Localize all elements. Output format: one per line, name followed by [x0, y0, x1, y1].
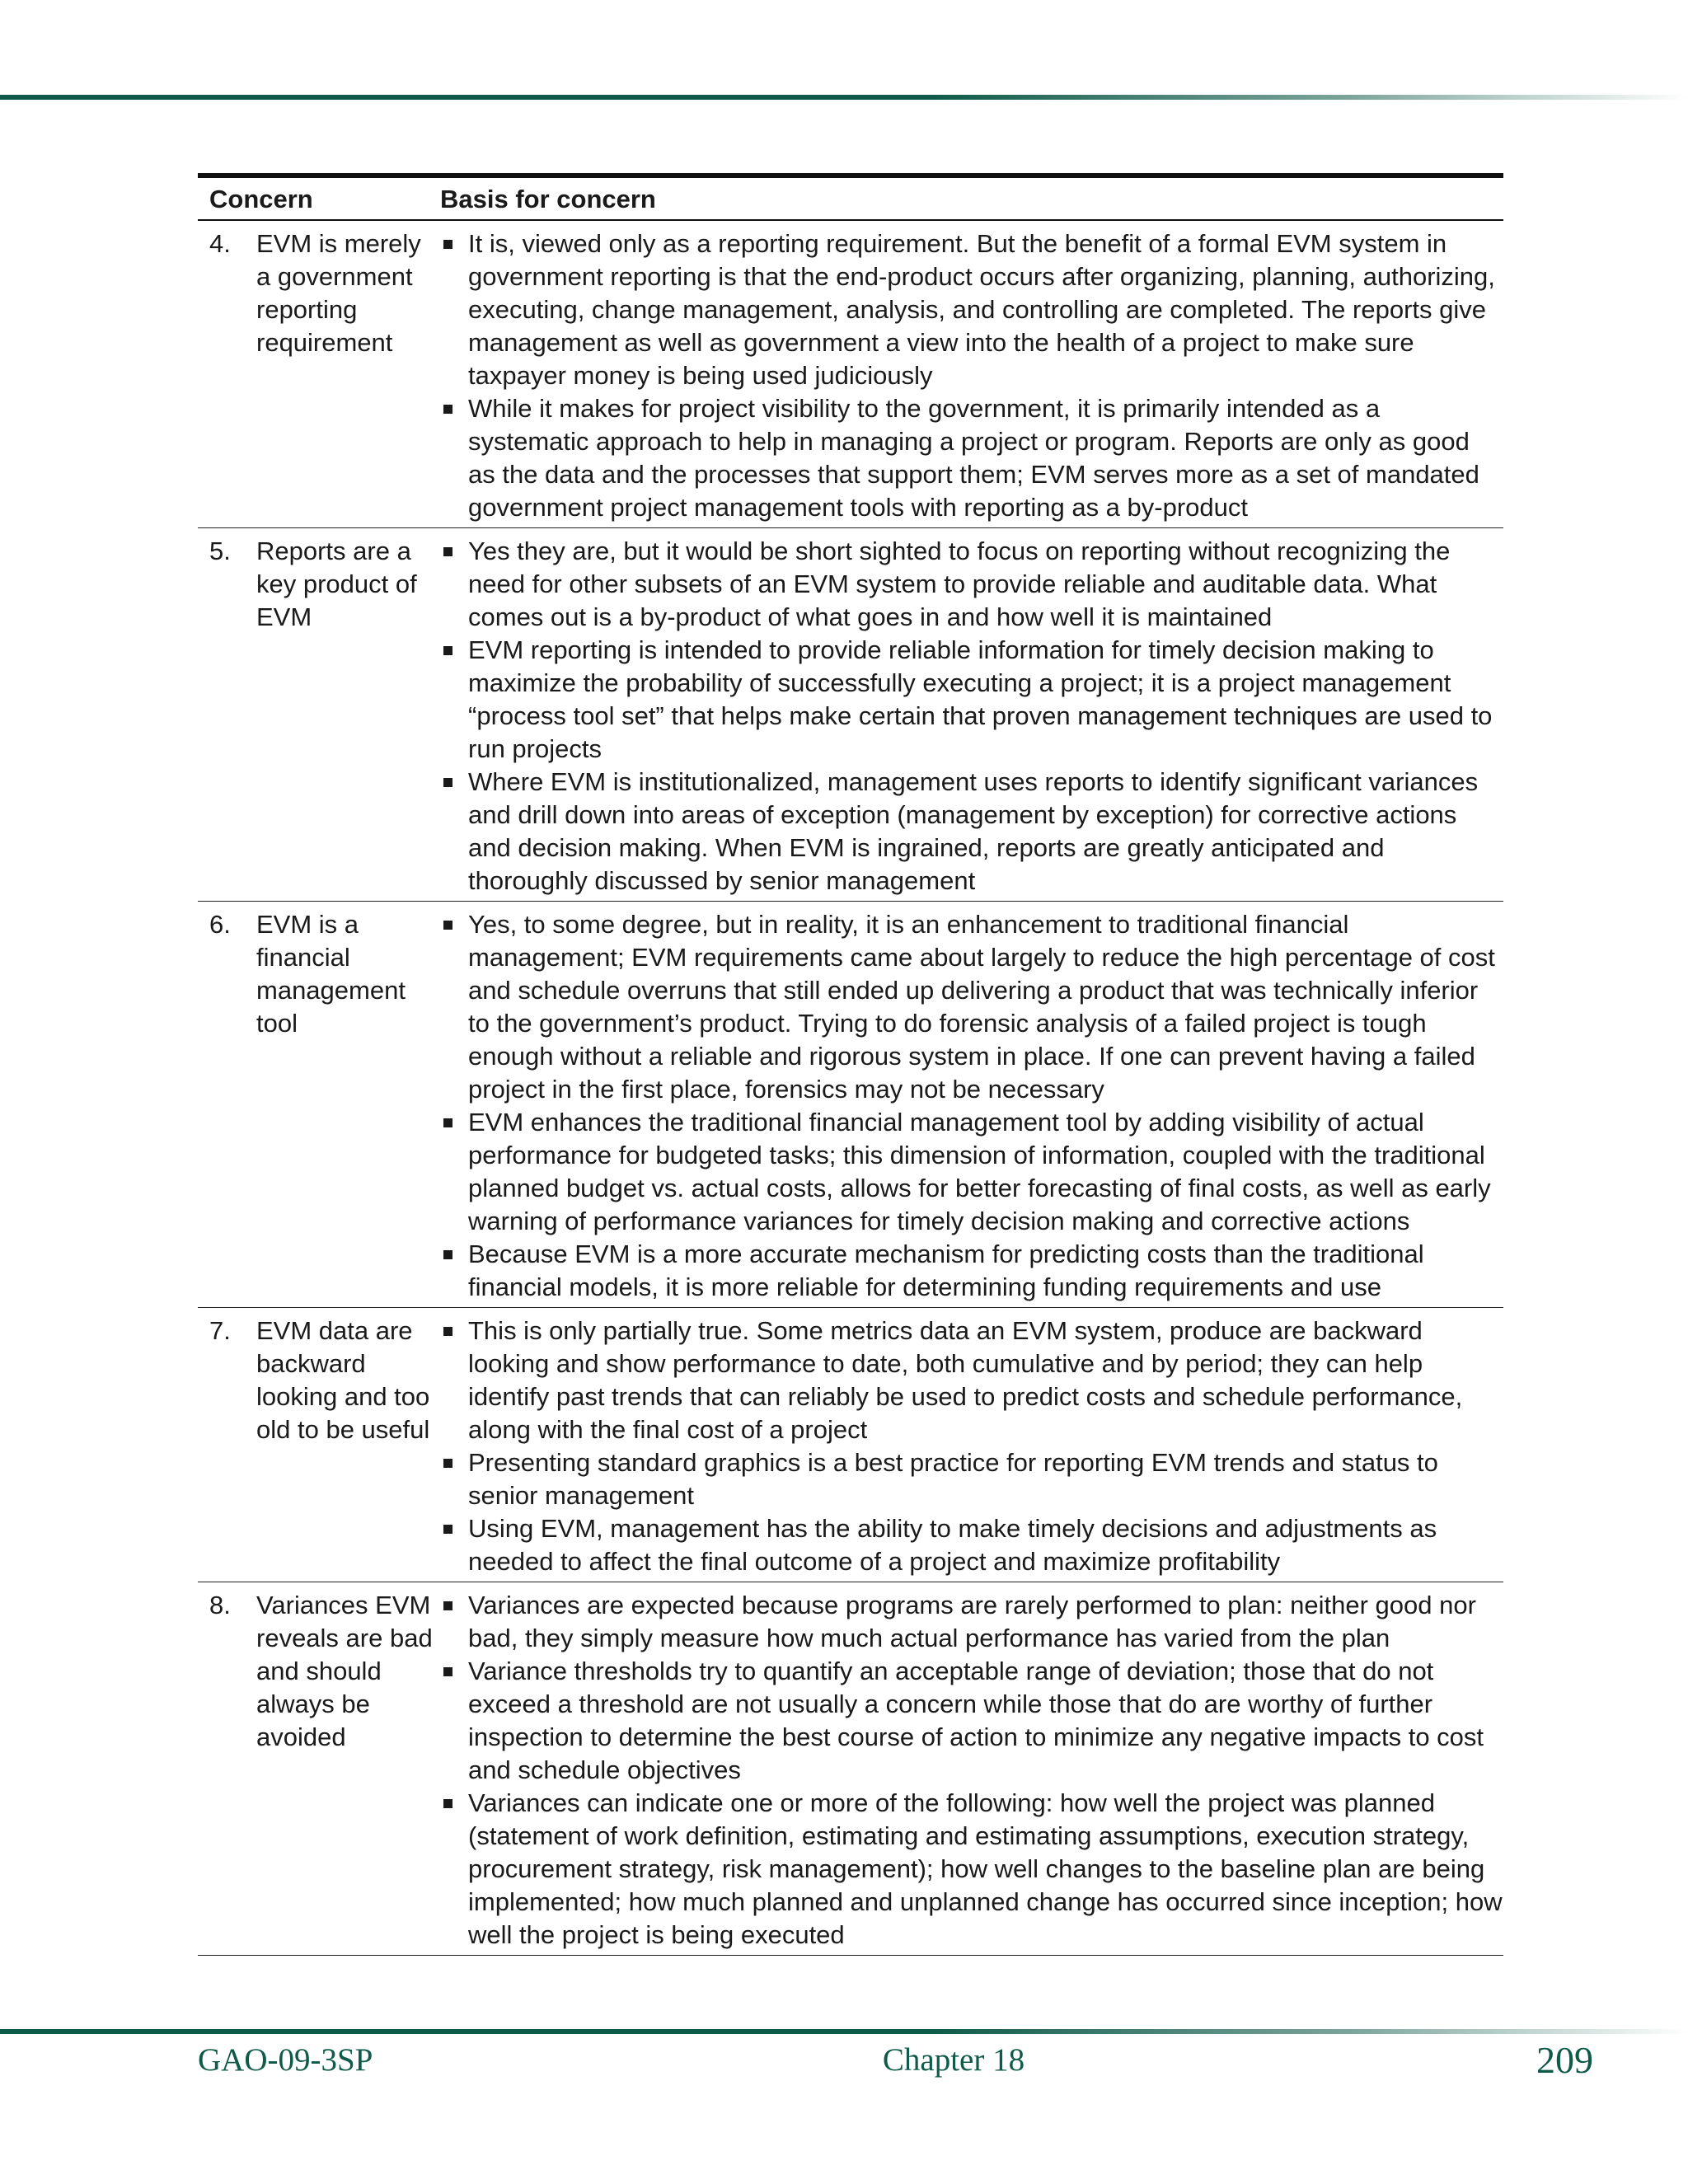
- square-bullet-icon: [443, 1667, 452, 1676]
- basis-bullet-text: Variances are expected because programs are rarely performed to plan: neither good nor bad, they simply measure how much actual performance has varied from the plan: [468, 1591, 1476, 1652]
- concern-text: Reports are a key product of EVM: [256, 537, 417, 631]
- basis-bullet: [440, 1655, 1503, 1787]
- basis-bullet: [440, 1512, 1503, 1578]
- concern-text: Variances EVM reveals are bad and should always be avoided: [256, 1591, 433, 1751]
- basis-cell: [440, 220, 1503, 528]
- header-basis: Basis for concern: [440, 176, 1503, 220]
- basis-list: [440, 1589, 1503, 1952]
- concern-cell: [198, 902, 440, 1308]
- basis-list: [440, 908, 1503, 1304]
- square-bullet-icon: [443, 1250, 452, 1259]
- header-concern: Concern: [198, 176, 440, 220]
- basis-bullet-text: This is only partially true. Some metrics data an EVM system, produce are backward looking and show performance to date, both cumulative and by period; they can help identify past trends that can reliably be used to predict costs and schedule performance, along with the final cost of a project: [468, 1316, 1463, 1444]
- square-bullet-icon: [443, 1601, 452, 1610]
- top-rule: [0, 95, 1688, 100]
- square-bullet-icon: [443, 921, 452, 930]
- basis-bullet-text: Using EVM, management has the ability to make timely decisions and adjustments as needed to affect the final outcome of a project and maximize profitability: [468, 1514, 1437, 1576]
- basis-bullet-text: Yes, to some degree, but in reality, it is an enhancement to traditional financial management; EVM requirements came about largely to reduce the high percentage of cost and schedule overruns that still ended up delivering a product that was technically inferior to the government’s product. Trying to do forensic analysis of a failed project is tough enough without a reliable and rigorous system in place. If one can prevent having a failed project in the first place, forensics may not be necessary: [468, 910, 1495, 1104]
- basis-list: [440, 1315, 1503, 1578]
- square-bullet-icon: [443, 778, 452, 787]
- basis-cell: [440, 528, 1503, 902]
- square-bullet-icon: [443, 1118, 452, 1127]
- square-bullet-icon: [443, 405, 452, 414]
- concern-number: 4.: [209, 229, 231, 258]
- concern-number: 5.: [209, 537, 231, 565]
- concern-cell: [198, 528, 440, 902]
- basis-cell: [440, 1582, 1503, 1956]
- table-row: [198, 902, 1503, 1308]
- basis-list: [440, 535, 1503, 898]
- basis-bullet: [440, 908, 1503, 1106]
- basis-bullet-text: Variances can indicate one or more of the following: how well the project was planned (statement of work definition, estimating and estimating assumptions, execution strategy, procurement strategy, risk management); how well changes to the baseline plan are being implemented; how much planned and unplanned change has occurred since inception; how well the project is being executed: [468, 1788, 1503, 1949]
- footer-chapter: Chapter 18: [882, 2042, 1025, 2078]
- basis-cell: [440, 902, 1503, 1308]
- basis-cell: [440, 1308, 1503, 1582]
- square-bullet-icon: [443, 1799, 452, 1808]
- basis-list: [440, 227, 1503, 524]
- basis-bullet: [440, 227, 1503, 392]
- basis-bullet: [440, 535, 1503, 634]
- table-row: [198, 528, 1503, 902]
- basis-bullet: [440, 1106, 1503, 1238]
- basis-bullet: [440, 392, 1503, 524]
- basis-bullet: [440, 1238, 1503, 1304]
- concern-text: EVM data are backward looking and too old to be useful: [256, 1316, 430, 1444]
- square-bullet-icon: [443, 547, 452, 556]
- basis-bullet-text: Yes they are, but it would be short sighted to focus on reporting without recognizing the need for other subsets of an EVM system to provide reliable and auditable data. What comes out is a by-product of what goes in and how well it is maintained: [468, 537, 1451, 631]
- concerns-table-container: [198, 173, 1503, 1956]
- basis-bullet-text: Because EVM is a more accurate mechanism for predicting costs than the traditional financial models, it is more reliable for determining funding requirements and use: [468, 1240, 1424, 1301]
- page-number: 209: [1536, 2039, 1593, 2081]
- basis-bullet: [440, 1787, 1503, 1952]
- square-bullet-icon: [443, 1459, 452, 1468]
- concern-text: EVM is a financial management tool: [256, 910, 406, 1038]
- basis-bullet: [440, 766, 1503, 898]
- basis-bullet: [440, 1315, 1503, 1446]
- basis-bullet-text: EVM reporting is intended to provide reliable information for timely decision making to maximize the probability of successfully executing a project; it is a project management “process tool set” that helps make certain that proven management techniques are used to run projects: [468, 635, 1493, 763]
- concern-number: 6.: [209, 910, 231, 939]
- square-bullet-icon: [443, 646, 452, 655]
- basis-bullet: [440, 634, 1503, 766]
- basis-bullet: [440, 1589, 1503, 1655]
- basis-bullet-text: Where EVM is institutionalized, management uses reports to identify significant variances and drill down into areas of exception (management by exception) for corrective actions and decision making. When EVM is ingrained, reports are greatly anticipated and thoroughly discussed by senior management: [468, 767, 1479, 895]
- footer-report-id: GAO-09-3SP: [198, 2042, 373, 2078]
- table-body: [198, 220, 1503, 1956]
- square-bullet-icon: [443, 240, 452, 249]
- basis-bullet: [440, 1446, 1503, 1512]
- concern-text: EVM is merely a government reporting requirement: [256, 229, 421, 357]
- table-row: [198, 220, 1503, 528]
- square-bullet-icon: [443, 1327, 452, 1336]
- basis-bullet-text: While it makes for project visibility to the government, it is primarily intended as a systematic approach to help in managing a project or program. Reports are only as good as the data and the processes that support them; EVM serves more as a set of mandated government project management tools with reporting as a by-product: [468, 394, 1479, 522]
- table-header-row: [198, 176, 1503, 220]
- bottom-rule: [0, 2029, 1688, 2034]
- table-row: [198, 1308, 1503, 1582]
- basis-bullet-text: Presenting standard graphics is a best practice for reporting EVM trends and status to senior management: [468, 1448, 1438, 1510]
- basis-bullet-text: EVM enhances the traditional financial management tool by adding visibility of actual performance for budgeted tasks; this dimension of information, coupled with the traditional planned budget vs. actual costs, allows for better forecasting of final costs, as well as early warning of performance variances for timely decision making and corrective actions: [468, 1108, 1491, 1235]
- concern-number: 7.: [209, 1316, 231, 1345]
- concern-cell: [198, 220, 440, 528]
- table-row: [198, 1582, 1503, 1956]
- concerns-table: [198, 173, 1503, 1956]
- concern-number: 8.: [209, 1591, 231, 1619]
- basis-bullet-text: Variance thresholds try to quantify an acceptable range of deviation; those that do not exceed a threshold are not usually a concern while those that do are worthy of further inspection to determine the best course of action to minimize any negative impacts to cost and schedule objectives: [468, 1657, 1484, 1784]
- page-footer: [0, 2036, 1688, 2085]
- square-bullet-icon: [443, 1525, 452, 1534]
- concern-cell: [198, 1582, 440, 1956]
- basis-bullet-text: It is, viewed only as a reporting requirement. But the benefit of a formal EVM system in government reporting is that the end-product occurs after organizing, planning, authorizing, executing, change management, analysis, and controlling are completed. The reports give management as well as government a view into the health of a project to make sure taxpayer money is being used judiciously: [468, 229, 1495, 390]
- concern-cell: [198, 1308, 440, 1582]
